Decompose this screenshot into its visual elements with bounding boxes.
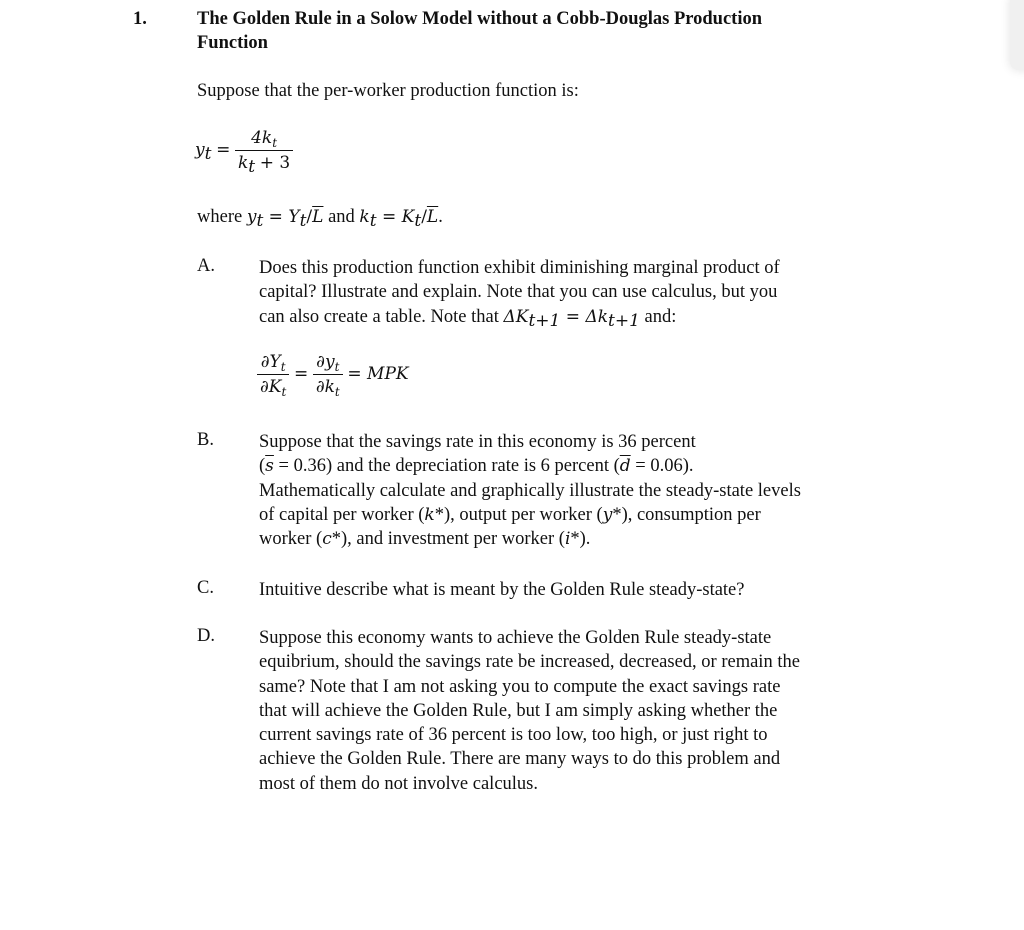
mpk-equation: $\frac{\partial Y_t}{\partial K_t}$ = $\frac{\partial y_t}{\partial k_t}$ = MPK — [257, 352, 409, 397]
problem-title-line2: Function — [197, 33, 268, 53]
problem-title-line1: The Golden Rule in a Solow Model without a Cobb-Douglas Production — [197, 9, 763, 29]
intro-text: Suppose that the per-worker production function is: — [197, 81, 579, 101]
part-d-text: Suppose this economy wants to achieve the Golden Rule steady-state equibrium, should the savings rate be increased, decreased, or remain the same? Note that I am not asking you to compute the exact savings rate that will achieve the Golden Rule, but I am simply asking whether the current savings rate of 36 percent is too low, too high, or just right to achieve the Golden Rule. There are many ways to do this problem and most of them do not involve calculus. — [259, 628, 800, 794]
problem-number: 1. — [133, 9, 147, 29]
part-c-text: Intuitive describe what is meant by the Golden Rule steady-state? — [259, 580, 745, 600]
scrollbar-handle[interactable] — [1010, 0, 1024, 70]
part-b-label: B. — [197, 430, 214, 450]
part-a-text: Does this production function exhibit diminishing marginal product of capital? Illustrate and explain. Note that you can use calculus, but you can also create a table. Note that $\Delta K_{t+1} = \Delta k_{t+1}$ and: — [259, 258, 780, 331]
where-definition: where $y_t = Y_t/\overline{L}$ and $k_t = K_t/\overline{L}$. — [197, 207, 443, 231]
part-a-label: A. — [197, 256, 215, 276]
production-function-equation: $y_t$ = $\frac{4k_t}{k_t + 3}$ — [195, 128, 293, 174]
part-d-label: D. — [197, 626, 215, 646]
part-c-label: C. — [197, 578, 214, 598]
part-b-text: Suppose that the savings rate in this economy is 36 percent $(\overline{s} = 0.36)$ and the depreciation rate is 6 percent $(\overline{d} = 0.06)$. Mathematically calculate and graphically illustrate the steady-state levels of capital per worker (k*), output per worker (y*), consumption per worker (c*), and investment per worker (i*). — [259, 432, 801, 550]
